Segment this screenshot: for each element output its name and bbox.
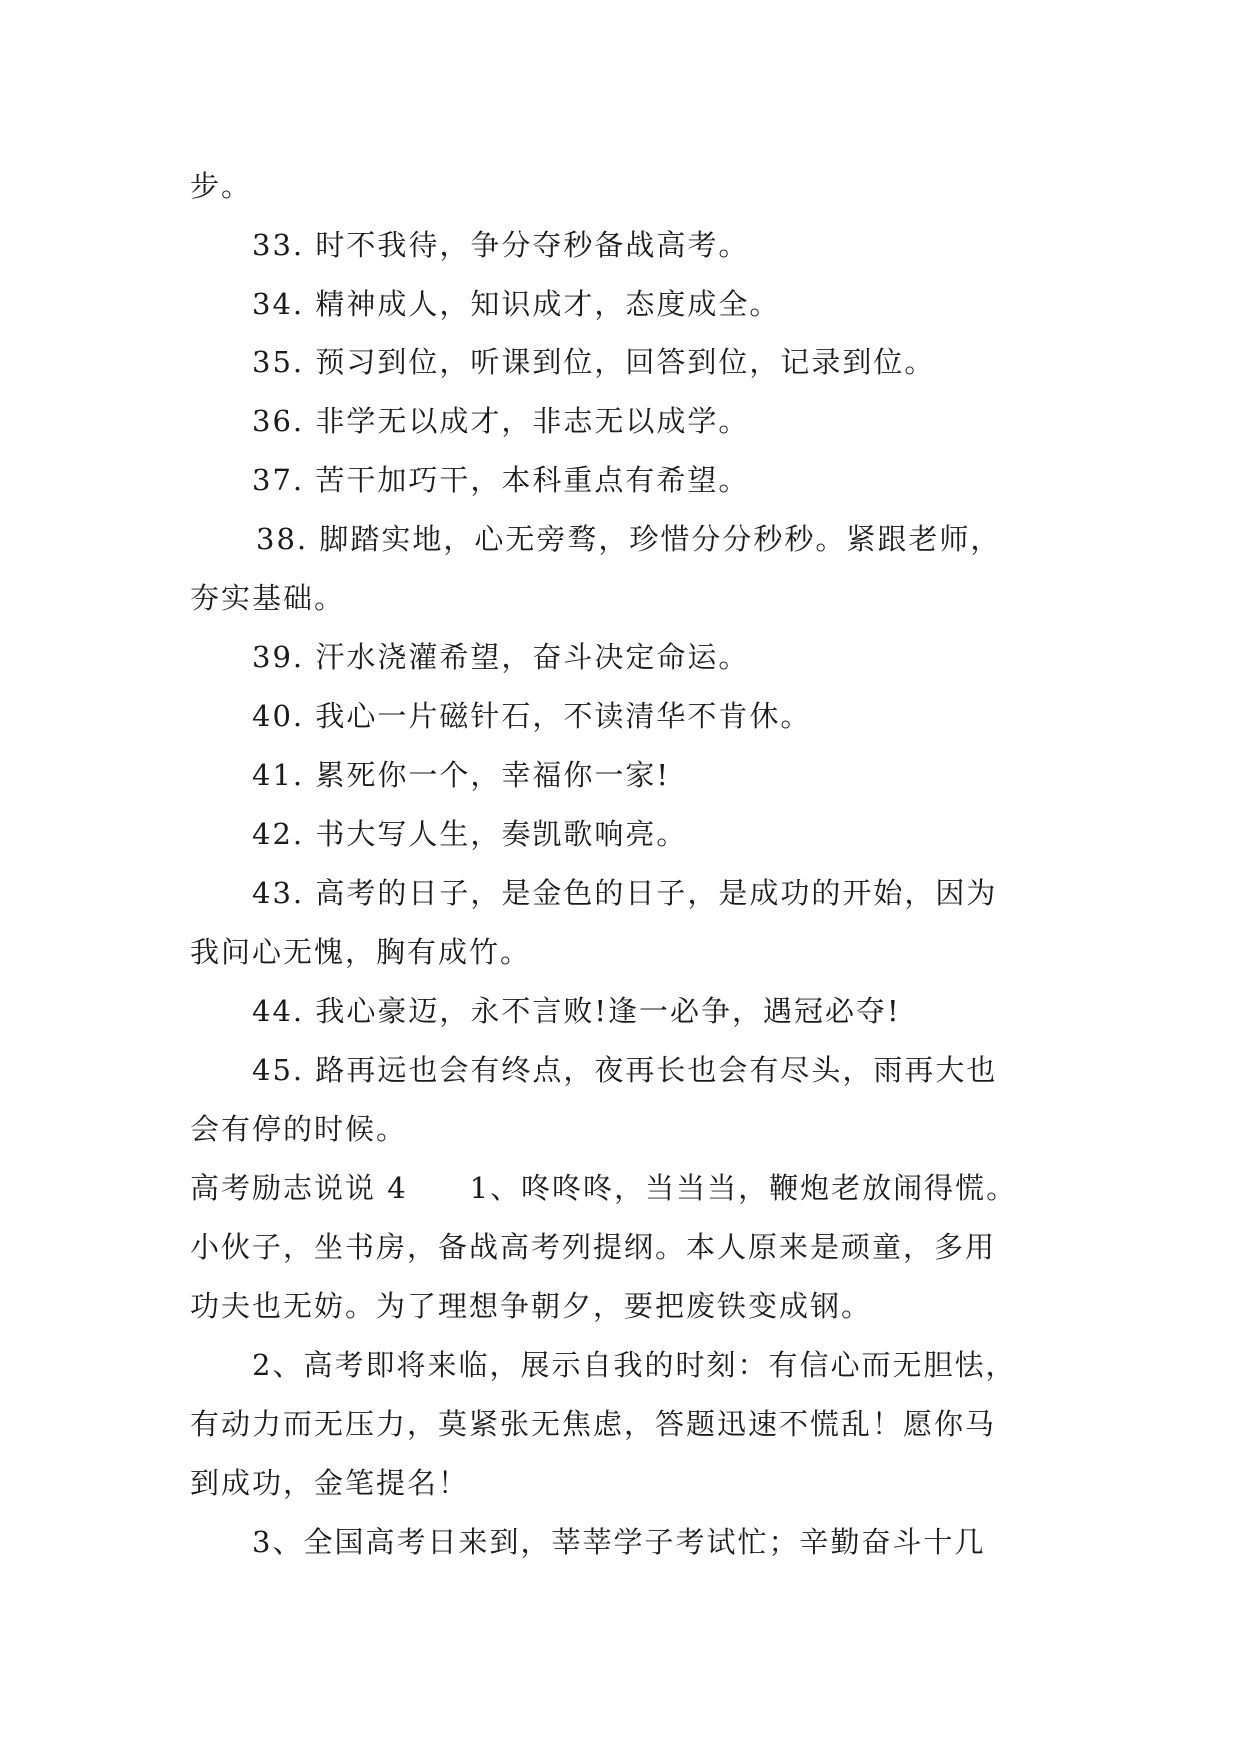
text-line: 38. 脚踏实地，心无旁骛，珍惜分分秒秒。紧跟老师， [256, 522, 1002, 556]
text-line: 2、高考即将来临，展示自我的时刻：有信心而无胆怯， [252, 1348, 1017, 1382]
section-heading-line: 高考励志说说 4 1、咚咚咚，当当当，鞭炮老放闹得慌。 [190, 1171, 1018, 1205]
text-line: 42. 书大写人生，奏凯歌响亮。 [252, 817, 688, 851]
text-line: 34. 精神成人，知识成才，态度成全。 [252, 287, 781, 321]
text-line: 35. 预习到位，听课到位，回答到位，记录到位。 [252, 345, 936, 379]
text-line: 39. 汗水浇灌希望，奋斗决定命运。 [252, 640, 750, 674]
text-line: 3、全国高考日来到，莘莘学子考试忙；辛勤奋斗十几 [252, 1525, 986, 1559]
text-line: 44. 我心豪迈，永不言败!逢一必争，遇冠必夺! [252, 994, 901, 1028]
text-line: 45. 路再远也会有终点，夜再长也会有尽头，雨再大也 [252, 1053, 998, 1087]
text-line: 功夫也无妨。为了理想争朝夕，要把废铁变成钢。 [190, 1289, 873, 1323]
text-line: 夯实基础。 [190, 581, 346, 615]
text-line: 33. 时不我待，争分夺秒备战高考。 [252, 228, 750, 262]
text-line: 小伙子，坐书房，备战高考列提纲。本人原来是顽童，多用 [190, 1230, 997, 1264]
text-line: 步。 [190, 169, 253, 203]
text-line: 40. 我心一片磁针石，不读清华不肯休。 [252, 699, 812, 733]
text-line: 有动力而无压力，莫紧张无焦虑，答题迅速不慌乱！愿你马 [190, 1407, 997, 1441]
text-line: 会有停的时候。 [190, 1112, 408, 1146]
text-line: 41. 累死你一个，幸福你一家! [252, 758, 670, 792]
text-line: 我问心无愧，胸有成竹。 [190, 935, 532, 969]
text-line: 到成功，金笔提名！ [190, 1466, 470, 1500]
text-line: 36. 非学无以成才，非志无以成学。 [252, 404, 750, 438]
text-line: 37. 苦干加巧干，本科重点有希望。 [252, 463, 750, 497]
text-line: 43. 高考的日子，是金色的日子，是成功的开始，因为 [252, 876, 998, 910]
